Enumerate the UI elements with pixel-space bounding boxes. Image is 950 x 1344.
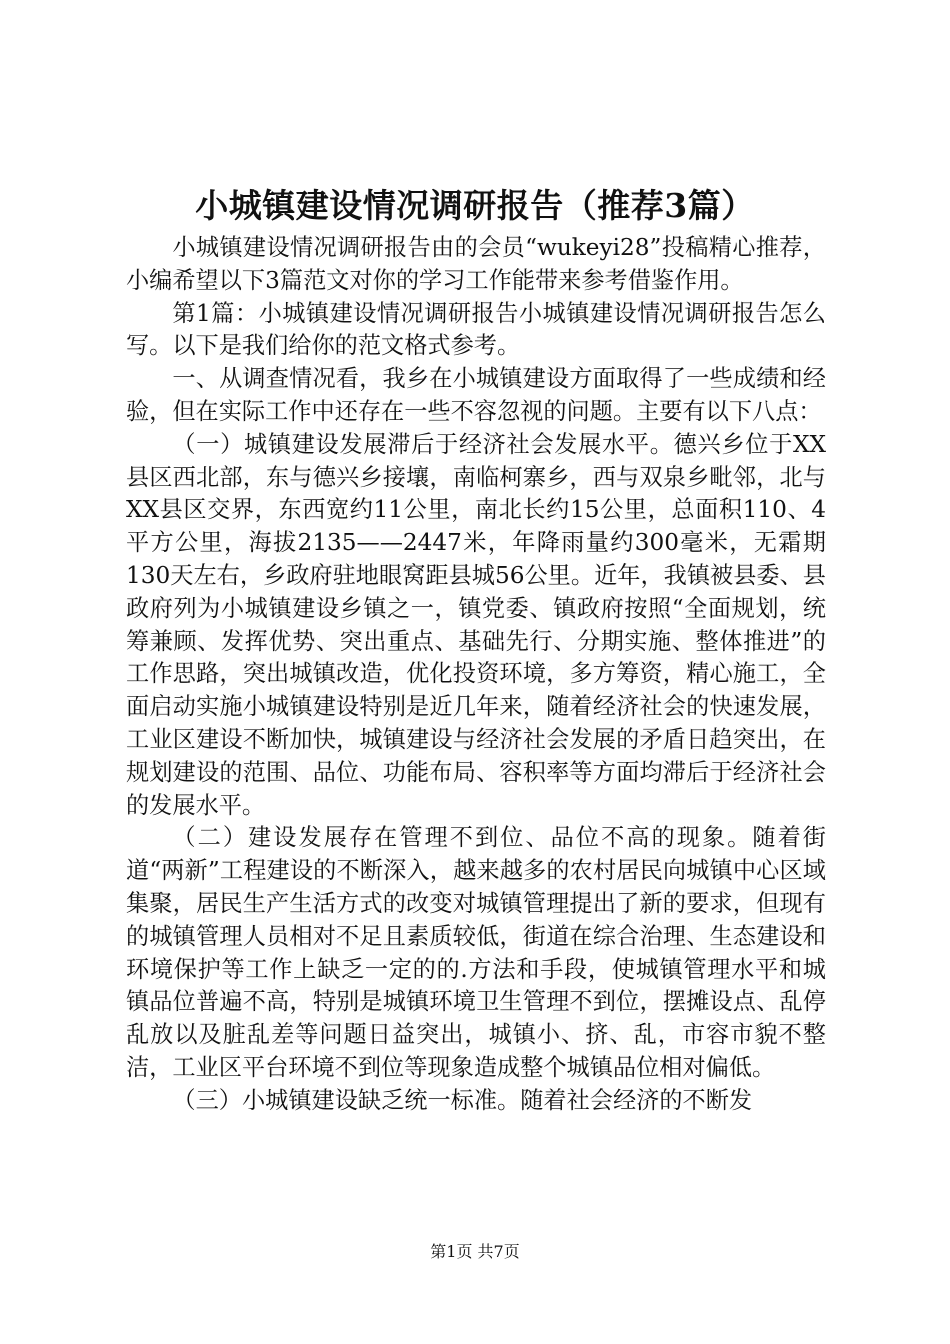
paragraph-intro: 小城镇建设情况调研报告由的会员“wukeyi28”投稿精心推荐，小编希望以下3篇范文对你的学习工作能带来参考借鉴作用。 — [126, 234, 826, 294]
paragraph-section-1: 一、从调查情况看，我乡在小城镇建设方面取得了一些成绩和经验，但在实际工作中还存在一些不容忽视的问题。主要有以下八点： — [126, 365, 826, 425]
paragraph-part1-heading: 第1篇：小城镇建设情况调研报告小城镇建设情况调研报告怎么写。以下是我们给你的范文格式参考。 — [126, 299, 826, 360]
page-number-footer: 第1页 共7页 — [430, 1242, 520, 1261]
document-body — [126, 232, 826, 1118]
paragraph-item-3: （三）小城镇建设缺乏统一标准。随着社会经济的不断发 — [172, 1086, 753, 1114]
document-title: 小城镇建设情况调研报告（推荐3篇） — [195, 186, 755, 225]
paragraph-item-2: （二）建设发展存在管理不到位、品位不高的现象。随着街道“两新”工程建设的不断深入，越来越多的农村居民向城镇中心区域集聚，居民生产生活方式的改变对城镇管理提出了新的要求，但现有的城镇管理人员相对不足且素质较低，街道在综合治理、生态建设和环境保护等工作上缺乏一定的的.方法和手段，使城镇管理水平和城镇品位普遍不高，特别是城镇环境卫生管理不到位，摆摊设点、乱停乱放以及脏乱差等问题日益突出，城镇小、挤、乱，市容市貌不整洁，工业区平台环境不到位等现象造成整个城镇品位相对偏低。 — [126, 824, 826, 1081]
paragraph-item-1: （一）城镇建设发展滞后于经济社会发展水平。德兴乡位于XX县区西北部，东与德兴乡接壤，南临柯寨乡，西与双泉乡毗邻，北与XX县区交界，东西宽约11公里，南北长约15公里，总面积110、4平方公里，海拔2135——2447米，年降雨量约300毫米，无霜期130天左右，乡政府驻地眼窝距县城56公里。近年，我镇被县委、县政府列为小城镇建设乡镇之一，镇党委、镇政府按照“全面规划，统筹兼顾、发挥优势、突出重点、基础先行、分期实施、整体推进”的工作思路，突出城镇改造，优化投资环境，多方筹资，精心施工，全面启动实施小城镇建设特别是近几年来，随着经济社会的快速发展，工业区建设不断加快，城镇建设与经济社会发展的矛盾日趋突出，在规划建设的范围、品位、功能布局、容积率等方面均滞后于经济社会的发展水平。 — [126, 430, 826, 819]
